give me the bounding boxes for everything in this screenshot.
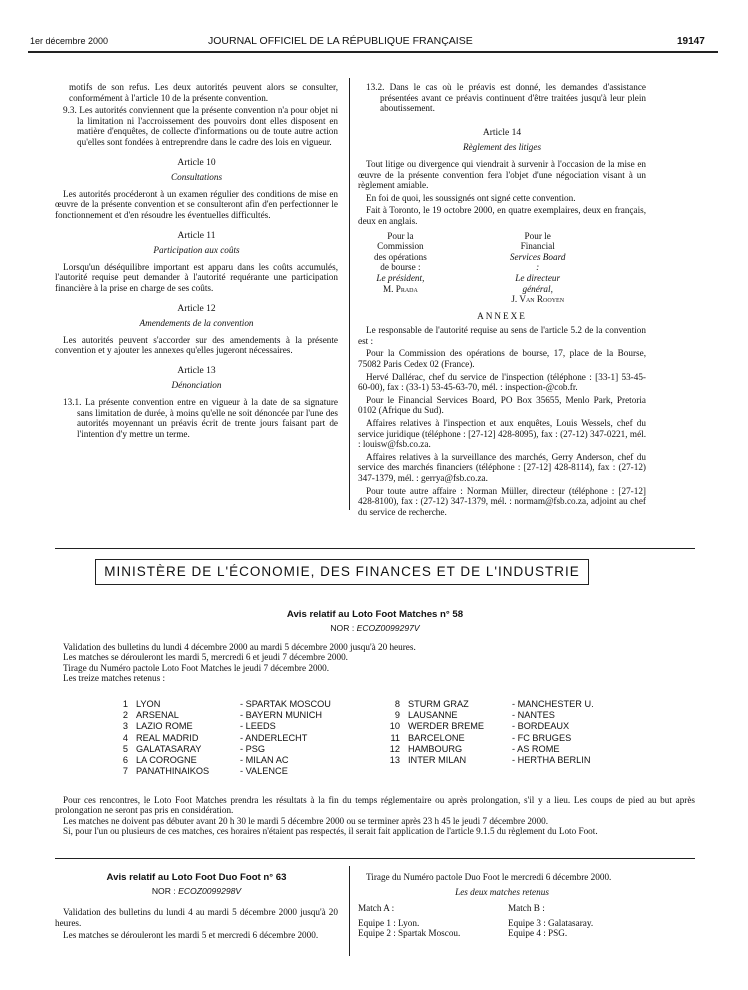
match-row [110,699,350,710]
avis-58-intro: Validation des bulletins du lundi 4 décembre 2000 au mardi 5 décembre 2000 jusqu'à 20 heures. Les matches se dérouleront les mardi 5, mercredi 6 et jeudi 7 décembre 2000. Tirage du Numéro pactole Loto Foot Matches le jeudi 7 décembre 2000. Les treize matches retenus : [63,642,416,684]
away-team: - PSG [240,743,266,754]
match-row [382,744,622,755]
article-heading: Article 11 [177,230,216,241]
team-2: Equipe 2 : Spartak Moscou. [358,928,461,939]
article-heading: Article 13 [177,365,216,376]
paragraph: Pour toute autre affaire : Norman Müller, directeur (téléphone : [27-12] 428-8100), fax : (27-12) 347-1379, mél. : normam@fsb.co.za, adjoint au chef du service de recherche. [358,485,646,517]
match-row [110,710,350,721]
signature-block [370,231,634,305]
article-heading: Article 14 [482,127,522,138]
home-team: ARSENAL [136,710,179,721]
journal-title: JOURNAL OFFICIEL DE LA RÉPUBLIQUE FRANÇAISE [208,35,473,47]
match-row [382,755,622,766]
match-number: 13 [389,755,400,766]
paragraph: Lorsqu'un déséquilibre important est apparu dans les coûts accumulés, l'autorité requise peut demander à l'autorité requérante une participation financière à la prise en charge de ses coûts. [55,261,338,293]
header-rule [28,51,718,53]
away-team: - BORDEAUX [512,721,570,732]
paragraph: Pour le Financial Services Board, PO Box 35655, Menlo Park, Pretoria 0102 (Afrique du Sud). [358,394,646,416]
home-team: HAMBOURG [408,743,463,754]
match-number: 7 [122,766,128,777]
article-subtitle: Amendements de la convention [139,318,254,329]
duo-matches [358,903,646,939]
match-row [382,699,622,710]
match-number: 1 [122,699,128,709]
home-team: LA COROGNE [136,755,197,766]
numbered-paragraph: 13.2. Dans le cas où le préavis est donné, les demandes d'assistance présentées avant ce préavis continuent d'être traitées jusqu'à leur plein aboutissement. [366,82,646,114]
away-team: - MILAN AC [240,755,289,766]
home-team: PANATHINAIKOS [136,766,210,777]
article-heading: Article 12 [177,303,216,314]
paragraph: Les autorités peuvent s'accorder sur des amendements à la présente convention et y ajouter les annexes qu'elles jugeront nécessaires. [55,334,338,356]
avis-63-text: Validation des bulletins du lundi 4 au mardi 5 décembre 2000 jusqu'à 20 heures. Les matches se dérouleront les mardi 5 et mercredi 6 décembre 2000. [55,907,338,941]
away-team: - FC BRUGES [512,732,572,743]
ministry-banner: MINISTÈRE DE L'ÉCONOMIE, DES FINANCES ET DE L'INDUSTRIE [95,559,589,585]
home-team: GALATASARAY [136,743,202,754]
away-team: - ANDERLECHT [240,732,308,743]
match-a-label: Match A : [358,903,395,914]
home-team: STURM GRAZ [408,699,469,709]
team-1: Equipe 1 : Lyon. [358,917,420,928]
match-list-left [110,699,350,777]
numbered-paragraph: 9.3. Les autorités conviennent que la présente convention n'a pour objet ni la limitation ni l'accroissement des pouvoirs dont elles disposent en matière d'enquêtes, de collecte d'informations ou de toute autre action qu'elles sont fondées à entreprendre dans le cadre des lois en vigueur. [63,105,338,147]
avis-63-right: Tirage du Numéro pactole Duo Foot le mercredi 6 décembre 2000. Les deux matches retenus Match A : Equipe 1 : Lyon. Equipe 2 : Spartak Moscou. Match B : Equipe 3 : Galatasaray. Equipe 4 : PSG. [358,872,646,939]
signature-left: Pour la Commission des opérations de bourse : Le président, M. Prada [373,230,427,294]
avis-63-nor: NOR : ECOZ0099298V [151,886,242,896]
avis-58-title: Avis relatif au Loto Foot Matches n° 58 [286,609,464,620]
article-subtitle: Participation aux coûts [153,245,240,256]
team-3: Equipe 3 : Galatasaray. [508,917,594,928]
match-number: 4 [122,732,128,743]
paragraph: Affaires relatives à l'inspection et aux enquêtes, Louis Wessels, chef du service juridique (téléphone : [27-12] 428-8095), fax : (27-12) 347-0221, mél. : louisw@fsb.co.za. [358,418,646,450]
header-date: 1er décembre 2000 [30,36,109,46]
home-team: INTER MILAN [408,755,467,766]
team-4: Equipe 4 : PSG. [508,928,568,939]
annexe-heading: ANNEXE [477,310,527,321]
match-row [110,733,350,744]
left-column [55,82,338,441]
match-row [382,733,622,744]
match-row [110,755,350,766]
match-row [382,721,622,732]
home-team: LYON [136,699,161,709]
page-number: 19147 [677,36,705,47]
match-number: 6 [122,755,128,766]
away-team: - NANTES [512,710,555,721]
match-row [110,766,350,777]
bottom-column-divider [349,866,350,956]
away-team: - MANCHESTER U. [512,699,594,709]
signature-right: Pour le Financial Services Board : Le directeur général, J. Van Rooyen [509,230,566,305]
right-column [358,82,646,519]
paragraph: Le responsable de l'autorité requise au sens de l'article 5.2 de la convention est : [358,325,646,346]
match-number: 11 [390,732,400,743]
paragraph: motifs de son refus. Les deux autorités peuvent alors se consulter, conformément à l'article 10 de la présente convention. [69,82,338,103]
avis-63-title: Avis relatif au Loto Foot Duo Foot n° 63 [106,872,287,883]
column-divider [349,78,350,510]
match-row [382,710,622,721]
article-heading: Article 10 [177,157,216,168]
paragraph: Les autorités procéderont à un examen régulier des conditions de mise en œuvre de la présente convention et se consulteront afin d'en perfectionner le fonctionnement et d'en résoudre les éventuelles difficultés. [55,188,338,220]
match-number: 8 [394,699,400,709]
match-number: 2 [122,710,128,721]
match-number: 9 [394,710,400,721]
article-subtitle: Consultations [170,172,223,183]
paragraph: Tout litige ou divergence qui viendrait à survenir à l'occasion de la mise en œuvre de la présente convention fera l'objet d'une négociation visant à un règlement amiable. [358,158,646,191]
paragraph: Fait à Toronto, le 19 octobre 2000, en quatre exemplaires, deux en français, deux en anglais. [358,205,646,226]
away-team: - HERTHA BERLIN [512,755,591,766]
home-team: WERDER BREME [408,721,485,732]
match-row [110,744,350,755]
away-team: - BAYERN MUNICH [240,710,323,721]
match-number: 5 [122,743,128,754]
match-list-right [382,699,622,766]
paragraph: Hervé Dallérac, chef du service de l'inspection (téléphone : [33-1] 53-45-60-00), fax : (33-1) 53-45-63-70, mél. : inspection-@cob.fr. [358,371,646,393]
article-subtitle: Dénonciation [171,380,222,391]
match-row [110,721,350,732]
paragraph: Pour la Commission des opérations de bourse, 17, place de la Bourse, 75082 Paris Cedex 02 (France). [358,348,646,370]
away-team: - LEEDS [240,721,276,732]
section-rule [55,858,695,859]
home-team: BARCELONE [408,732,465,743]
paragraph: Affaires relatives à la surveillance des marchés, Gerry Anderson, chef du service des marchés financiers (téléphone : [27-12] 428-8114), fax : (27-12) 347-1379, mél. : gerrya@fsb.co.za. [358,451,646,483]
article-subtitle: Règlement des litiges [462,142,542,153]
section-rule [55,548,695,549]
matches-heading: Les deux matches retenus [455,886,549,897]
match-number: 12 [389,743,400,754]
away-team: - VALENCE [240,766,288,777]
home-team: LAZIO ROME [136,721,193,732]
avis-58-nor: NOR : ECOZ0099297V [330,623,420,633]
home-team: LAUSANNE [408,710,458,721]
numbered-paragraph: 13.1. La présente convention entre en vigueur à la date de sa signature sans limitation de durée, à moins qu'elle ne soit dénoncée par l'une des autorités moyennant un préavis écrit de trente jours faisant part de l'intention d'y mettre un terme. [63,397,339,439]
avis-58-rules: Pour ces rencontres, le Loto Foot Matches prendra les résultats à la fin du temps réglementaire ou après prolongation, s'il y a lieu. Les coups de pied au but après prolongation ne seront pas pris en considération. Les matches ne doivent pas débuter avant 20 h 30 le mardi 5 décembre 2000 ou se terminer après 23 h 45 le jeudi 7 décembre 2000. Si, pour l'un ou plusieurs de ces matches, ces horaires n'étaient pas respectés, il serait fait application de l'article 9.1.5 du règlement du Loto Foot. [55,795,695,837]
match-b-label: Match B : [508,903,545,914]
away-team: - SPARTAK MOSCOU [240,699,331,709]
paragraph: En foi de quoi, les soussignés ont signé cette convention. [366,192,576,203]
match-number: 3 [122,721,128,732]
home-team: REAL MADRID [136,732,199,743]
away-team: - AS ROME [512,743,560,754]
match-number: 10 [389,721,400,732]
